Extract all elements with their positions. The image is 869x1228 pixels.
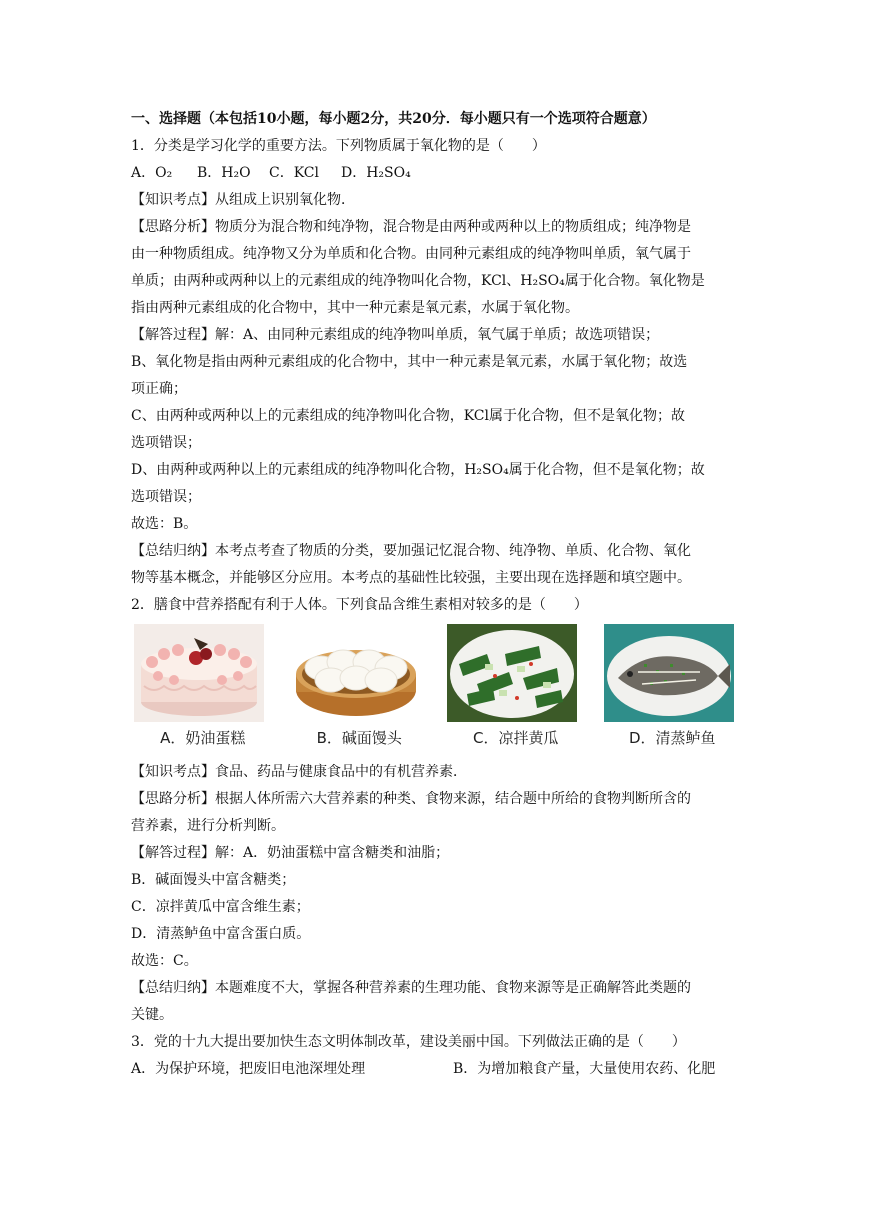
q2-summary-line: 【总结归纳】本题难度不大，掌握各种营养素的生理功能、食物来源等是正确解答此类题的: [131, 980, 691, 996]
q1-analysis-line: 单质；由两种或两种以上的元素组成的纯净物叫化合物，KCl、H₂SO₄属于化合物。氧化物是: [131, 273, 705, 289]
q2-analysis-line: 营养素，进行分析判断。: [131, 818, 285, 834]
q2-solution-line: D．清蒸鲈鱼中富含蛋白质。: [131, 926, 311, 942]
q1-stem: 1．分类是学习化学的重要方法。下列物质属于氧化物的是（ ）: [131, 138, 546, 154]
q3-stem: 3．党的十九大提出要加快生态文明体制改革，建设美丽中国。下列做法正确的是（ ）: [131, 1034, 686, 1050]
q2-summary-line: 关键。: [131, 1007, 173, 1023]
q1-solution-line: 选项错误；: [131, 489, 201, 505]
q1-solution-line: 项正确；: [131, 381, 187, 397]
q2-answer: 故选：C。: [131, 953, 198, 969]
q2-solution-line: B．碱面馒头中富含糖类；: [131, 872, 296, 888]
q1-summary-line: 【总结归纳】本考点考查了物质的分类，要加强记忆混合物、纯净物、单质、化合物、氧化: [131, 543, 691, 559]
q1-option-c: C．KCl: [269, 165, 319, 181]
q1-analysis-line: 【思路分析】物质分为混合物和纯净物，混合物是由两种或两种以上的物质组成；纯净物是: [131, 219, 691, 235]
cream-cake-icon: [134, 624, 264, 722]
q2-knowledge-point: 【知识考点】食品、药品与健康食品中的有机营养素．: [131, 764, 467, 780]
q1-analysis-line: 由一种物质组成。纯净物又分为单质和化合物。由同种元素组成的纯净物叫单质，氧气属于: [131, 246, 691, 262]
steamed-fish-icon: [604, 624, 734, 722]
q1-options: [131, 160, 741, 187]
q3-options: [131, 1056, 741, 1083]
q2-solution-line: 【解答过程】解：A．奶油蛋糕中富含糖类和油脂；: [131, 845, 450, 861]
q2-stem: 2．膳食中营养搭配有利于人体。下列食品含维生素相对较多的是（ ）: [131, 597, 588, 613]
q3-option-b: B．为增加粮食产量，大量使用农药、化肥: [453, 1061, 716, 1077]
q1-option-d: D．H₂SO₄: [341, 165, 411, 181]
food-caption-b: B．碱面馒头: [316, 729, 402, 747]
q1-option-b: B．H₂O: [197, 165, 251, 181]
q2-food-images: [134, 624, 741, 756]
food-caption-a: A．奶油蛋糕: [160, 729, 246, 747]
q1-solution-line: D、由两种或两种以上的元素组成的纯净物叫化合物，H₂SO₄属于化合物，但不是氧化物；故: [131, 462, 705, 478]
food-option-b: [291, 624, 429, 756]
food-option-d: [604, 624, 742, 756]
food-option-a: [134, 624, 272, 756]
q1-solution-line: 选项错误；: [131, 435, 201, 451]
food-option-c: [447, 624, 585, 756]
document-content: [131, 106, 741, 1083]
q1-knowledge-point: 【知识考点】从组成上识别氧化物．: [131, 192, 355, 208]
q1-option-a: A．O₂: [131, 165, 173, 181]
q2-solution-line: C．凉拌黄瓜中富含维生素；: [131, 899, 310, 915]
q1-answer: 故选：B。: [131, 516, 198, 532]
cucumber-salad-icon: [447, 624, 577, 722]
food-caption-c: C．凉拌黄瓜: [473, 729, 559, 747]
q1-analysis-line: 指由两种元素组成的化合物中，其中一种元素是氧元素，水属于氧化物。: [131, 300, 579, 316]
q1-solution-line: 【解答过程】解：A、由同种元素组成的纯净物叫单质，氧气属于单质；故选项错误；: [131, 327, 660, 343]
q1-solution-line: B、氧化物是指由两种元素组成的化合物中，其中一种元素是氧元素，水属于氧化物；故选: [131, 354, 688, 370]
steamed-buns-icon: [291, 624, 421, 722]
q1-solution-line: C、由两种或两种以上的元素组成的纯净物叫化合物，KCl属于化合物，但不是氧化物；故: [131, 408, 685, 424]
food-caption-d: D．清蒸鲈鱼: [628, 729, 716, 747]
q3-option-a: A．为保护环境，把废旧电池深埋处理: [131, 1061, 366, 1077]
q2-analysis-line: 【思路分析】根据人体所需六大营养素的种类、食物来源，结合题中所给的食物判断所含的: [131, 791, 691, 807]
section-heading: 一、选择题（本包括10小题，每小题2分，共20分．每小题只有一个选项符合题意）: [131, 111, 656, 127]
q1-summary-line: 物等基本概念，并能够区分应用。本考点的基础性比较强，主要出现在选择题和填空题中。: [131, 570, 691, 586]
